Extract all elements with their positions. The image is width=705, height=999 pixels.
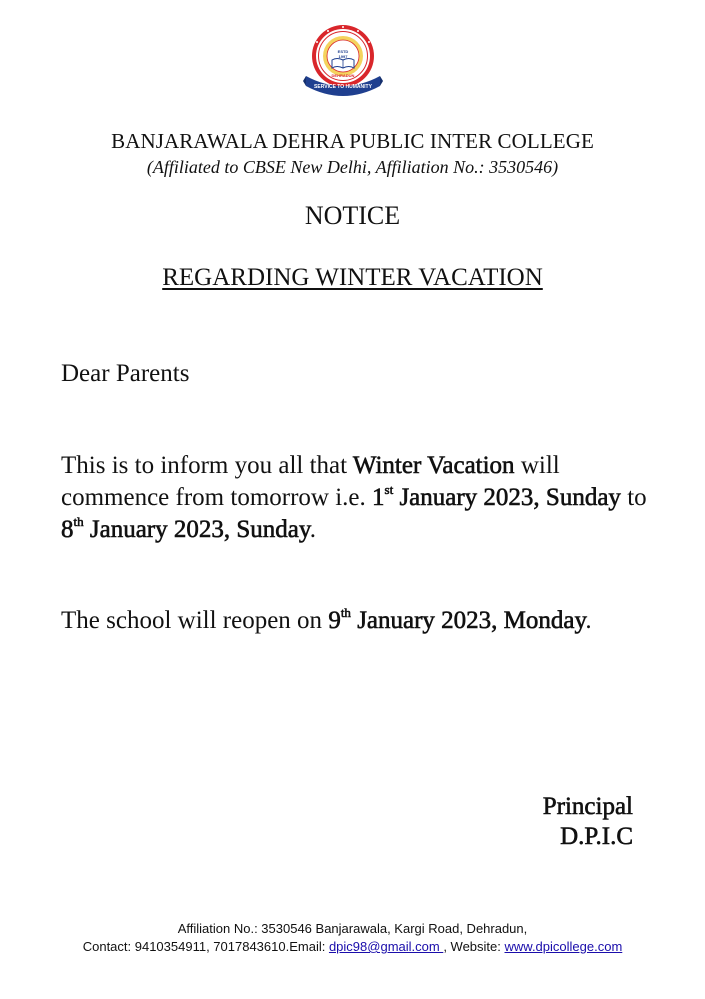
start-date bbox=[372, 481, 621, 511]
notice-subject: REGARDING WINTER VACATION bbox=[162, 264, 543, 291]
signature-block bbox=[543, 792, 633, 852]
footer bbox=[0, 920, 705, 956]
para2-text-1: The school will reopen on bbox=[61, 607, 329, 634]
reopen-paragraph bbox=[61, 605, 661, 637]
start-date-rest: January 2023, Sunday bbox=[393, 484, 621, 511]
start-day-number: 1 bbox=[372, 484, 385, 511]
end-date bbox=[61, 513, 310, 543]
notice-title: NOTICE bbox=[304, 201, 401, 230]
signature-org: D.P.I.C bbox=[560, 823, 633, 850]
start-day-suffix: st bbox=[384, 481, 394, 497]
para1-text-2: will commence from tomorrow i.e. bbox=[61, 452, 560, 511]
school-logo bbox=[303, 22, 383, 98]
end-day-number: 8 bbox=[61, 516, 74, 543]
footer-contact bbox=[0, 938, 705, 956]
reopen-date bbox=[328, 604, 586, 634]
footer-contact-prefix: Contact: 9410354911, 7017843610.Email: bbox=[82, 939, 329, 954]
para1-text-4: . bbox=[309, 516, 316, 543]
footer-address: Affiliation No.: 3530546 Banjarawala, Kargi Road, Dehradun, bbox=[177, 921, 528, 936]
logo-estd-text: ESTD 1997 bbox=[337, 49, 349, 59]
footer-website-prefix: , Website: bbox=[443, 939, 505, 954]
logo-ribbon-text: SERVICE TO HUMANITY bbox=[314, 84, 372, 90]
logo-city-text: DEHRADUN bbox=[331, 73, 355, 78]
email-link[interactable]: dpic98@gmail.com bbox=[328, 939, 444, 954]
school-name: BANJARAWALA DEHRA PUBLIC INTER COLLEGE bbox=[111, 129, 594, 153]
reopen-day-number: 9 bbox=[328, 607, 341, 634]
website-link[interactable]: www.dpicollege.com bbox=[504, 939, 623, 954]
reopen-date-rest: January 2023, Monday bbox=[350, 607, 586, 634]
signature-title: Principal bbox=[542, 793, 633, 820]
salutation: Dear Parents bbox=[61, 360, 190, 387]
end-day-suffix: th bbox=[73, 513, 84, 529]
end-date-rest: January 2023, Sunday bbox=[83, 516, 310, 543]
para1-text-1: This is to inform you all that bbox=[61, 452, 353, 479]
para1-text-3: to bbox=[620, 484, 647, 511]
winter-vacation-emphasis: Winter Vacation bbox=[352, 452, 515, 479]
vacation-paragraph bbox=[61, 450, 661, 546]
para2-text-2: . bbox=[585, 607, 592, 634]
reopen-day-suffix: th bbox=[340, 604, 351, 620]
affiliation-line: (Affiliated to CBSE New Delhi, Affiliation No.: 3530546) bbox=[146, 157, 559, 177]
